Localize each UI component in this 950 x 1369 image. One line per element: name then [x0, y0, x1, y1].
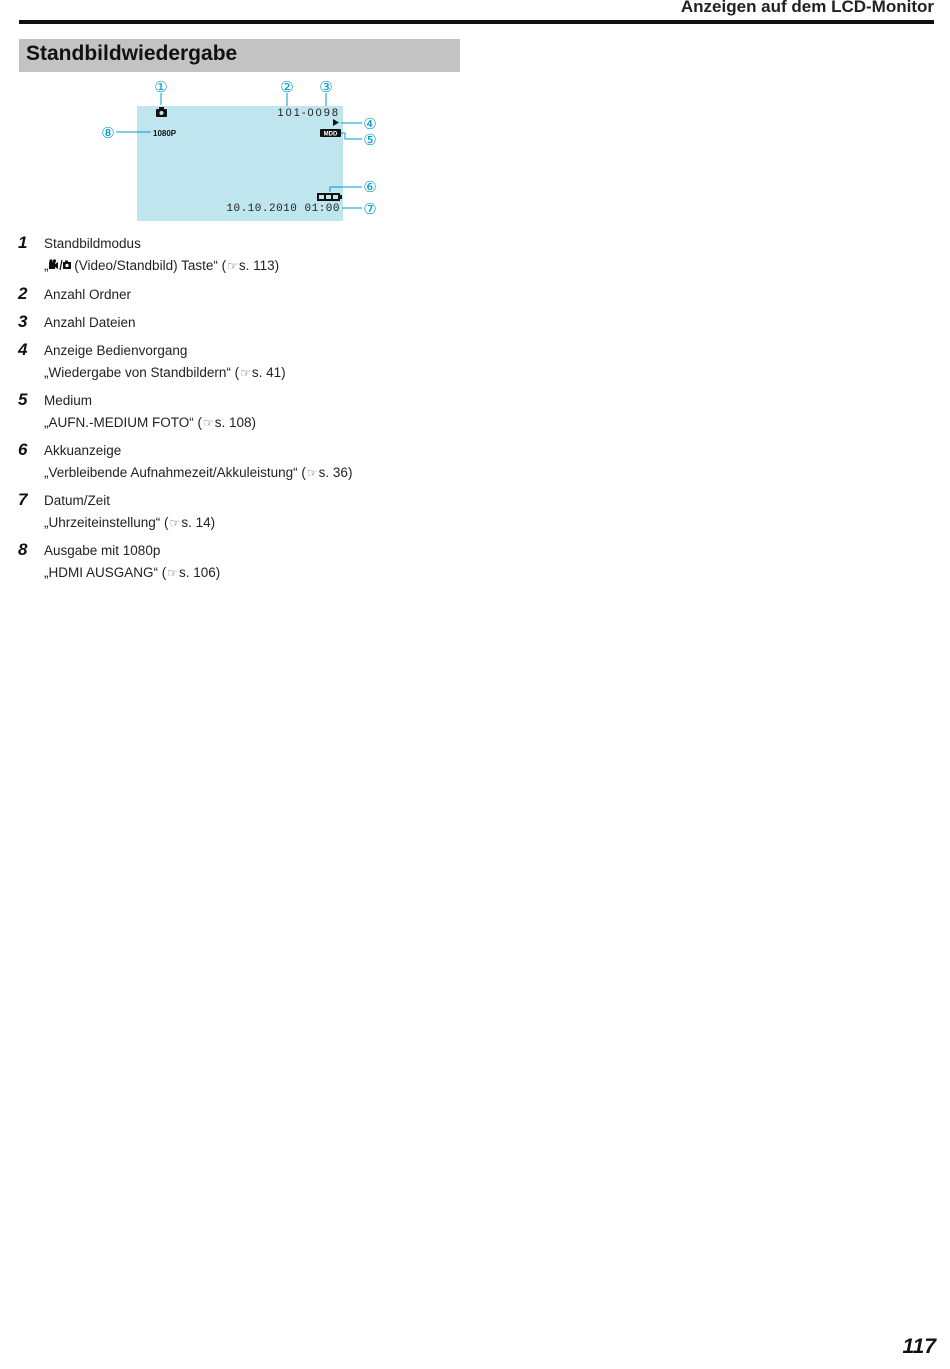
- item-number: 8: [18, 540, 28, 559]
- item-title: Anzahl Dateien: [44, 315, 136, 330]
- page-ref-link[interactable]: s. 108): [214, 415, 257, 430]
- list-item: [19, 440, 619, 484]
- resolution-label: 1080P: [153, 129, 177, 138]
- battery-icon: [317, 193, 342, 201]
- reference-text: „Uhrzeiteinstellung“ (: [44, 515, 169, 530]
- callout-5: ⑤: [363, 131, 377, 149]
- page-ref-link[interactable]: s. 41): [251, 365, 286, 380]
- item-number: 2: [18, 284, 28, 303]
- item-reference: [44, 255, 619, 278]
- list-item: [19, 340, 619, 384]
- item-title: Datum/Zeit: [44, 493, 111, 508]
- reference-hand-icon: ☞: [167, 566, 179, 580]
- item-reference: [44, 412, 619, 434]
- callout-3: ③: [319, 78, 333, 96]
- item-number: 3: [18, 312, 28, 331]
- item-reference: [44, 362, 619, 384]
- list-item: [19, 233, 619, 278]
- list-item: [19, 390, 619, 434]
- callout-2: ②: [280, 78, 294, 96]
- callout-7: ⑦: [363, 200, 377, 218]
- page-ref-link[interactable]: s. 113): [238, 258, 280, 273]
- page-ref-link[interactable]: s. 106): [179, 565, 221, 580]
- item-reference: [44, 562, 619, 584]
- item-number: 5: [18, 390, 28, 409]
- callout-1: ①: [154, 78, 168, 96]
- item-title: Akkuanzeige: [44, 443, 122, 458]
- item-number: 1: [18, 233, 28, 252]
- callout-4: ④: [363, 115, 377, 133]
- list-item: [19, 490, 619, 534]
- item-number: 6: [18, 440, 28, 459]
- list-item: [19, 312, 619, 334]
- legend-list: [19, 233, 619, 590]
- item-reference: [44, 462, 619, 484]
- reference-text: „Verbleibende Aufnahmezeit/Akkuleistung“ (: [44, 465, 306, 480]
- reference-hand-icon: ☞: [240, 366, 251, 380]
- item-number: 4: [18, 340, 28, 359]
- page-ref-link[interactable]: s. 36): [318, 465, 353, 480]
- open-quote: „: [44, 258, 49, 273]
- reference-hand-icon: ☞: [169, 516, 181, 530]
- page-number: 117: [902, 1335, 936, 1358]
- reference-hand-icon: ☞: [202, 416, 214, 430]
- item-number: 7: [18, 490, 28, 509]
- reference-text: „Wiedergabe von Standbildern“ (: [44, 365, 240, 380]
- folder-file-number: 101-0098: [277, 107, 340, 119]
- item-reference: [44, 512, 619, 534]
- datetime-display: 10.10.2010 01:00: [226, 203, 340, 215]
- page-header-title: Anzeigen auf dem LCD-Monitor: [680, 0, 934, 16]
- media-label: MDD: [323, 131, 338, 138]
- lcd-screen-diagram: [0, 0, 950, 230]
- reference-text: „HDMI AUSGANG“ (: [44, 565, 167, 580]
- callout-8: ⑧: [101, 124, 115, 142]
- reference-text: „AUFN.-MEDIUM FOTO“ (: [44, 415, 202, 430]
- reference-hand-icon: ☞: [227, 259, 238, 273]
- item-title: Anzahl Ordner: [44, 287, 132, 302]
- reference-text: (Video/Standbild) Taste“ (: [70, 258, 227, 273]
- item-title: Medium: [44, 393, 93, 408]
- page-ref-link[interactable]: s. 14): [181, 515, 216, 530]
- item-title: Anzeige Bedienvorgang: [44, 343, 188, 358]
- reference-hand-icon: ☞: [306, 466, 318, 480]
- list-item: [19, 284, 619, 306]
- item-title: Ausgabe mit 1080p: [44, 543, 161, 558]
- media-icon: [320, 129, 341, 138]
- section-title: Standbildwiedergabe: [26, 42, 238, 65]
- video-still-icon: [49, 256, 71, 278]
- item-title: Standbildmodus: [44, 236, 141, 251]
- list-item: [19, 540, 619, 584]
- callout-6: ⑥: [363, 178, 377, 196]
